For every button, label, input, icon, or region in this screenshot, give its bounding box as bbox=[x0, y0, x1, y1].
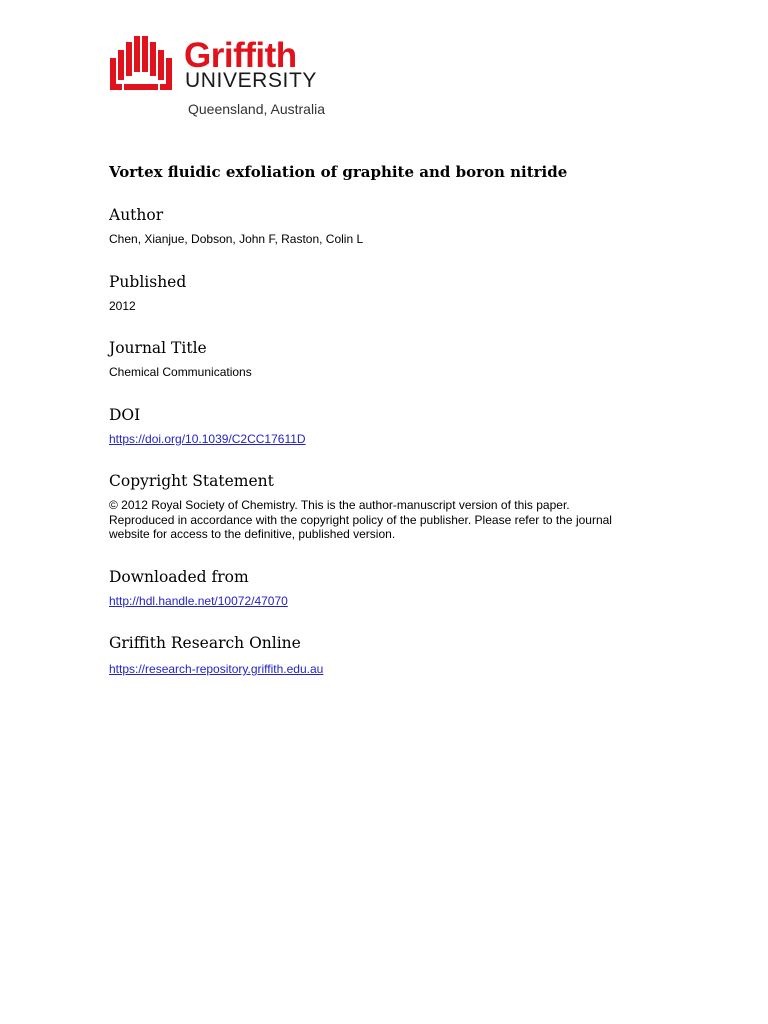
downloaded-value-line bbox=[109, 594, 669, 609]
published-section bbox=[109, 271, 669, 314]
copyright-heading: Copyright Statement bbox=[109, 472, 274, 490]
paper-title: Vortex fluidic exfoliation of graphite and boron nitride bbox=[109, 163, 568, 181]
author-value: Chen, Xianjue, Dobson, John F, Raston, Colin L bbox=[109, 232, 364, 246]
doi-link[interactable]: https://doi.org/10.1039/C2CC17611D bbox=[109, 431, 306, 446]
flame-emblem-icon bbox=[108, 36, 184, 92]
journal-section bbox=[109, 337, 669, 380]
handle-link[interactable]: http://hdl.handle.net/10072/47070 bbox=[109, 593, 288, 608]
author-heading: Author bbox=[109, 206, 164, 224]
research-online-value-line bbox=[109, 662, 669, 677]
journal-value: Chemical Communications bbox=[109, 365, 252, 379]
logo-location: Queensland, Australia bbox=[188, 101, 325, 117]
copyright-line-3: website for access to the definitive, published version. bbox=[109, 527, 396, 541]
doi-section bbox=[109, 404, 669, 447]
doi-value-line bbox=[109, 432, 669, 447]
downloaded-heading: Downloaded from bbox=[109, 567, 249, 586]
logo-name: Griffith bbox=[184, 36, 297, 75]
copyright-section bbox=[109, 470, 669, 542]
logo-subtitle: UNIVERSITY bbox=[185, 69, 318, 92]
published-heading: Published bbox=[109, 272, 187, 291]
research-online-heading: Griffith Research Online bbox=[109, 634, 301, 652]
copyright-line-2: Reproduced in accordance with the copyright policy of the publisher. Please refer to the journal bbox=[109, 512, 612, 527]
record-details bbox=[109, 160, 669, 677]
journal-heading: Journal Title bbox=[109, 339, 207, 357]
copyright-line-1: © 2012 Royal Society of Chemistry. This is the author-manuscript version of this paper. bbox=[109, 498, 570, 512]
published-value: 2012 bbox=[109, 298, 136, 313]
doi-heading: DOI bbox=[109, 405, 141, 424]
repository-link[interactable]: https://research-repository.griffith.edu.au bbox=[109, 662, 324, 676]
downloaded-section bbox=[109, 566, 669, 609]
author-section bbox=[109, 204, 669, 247]
griffith-university-logo bbox=[108, 36, 348, 120]
research-online-section bbox=[109, 632, 669, 677]
